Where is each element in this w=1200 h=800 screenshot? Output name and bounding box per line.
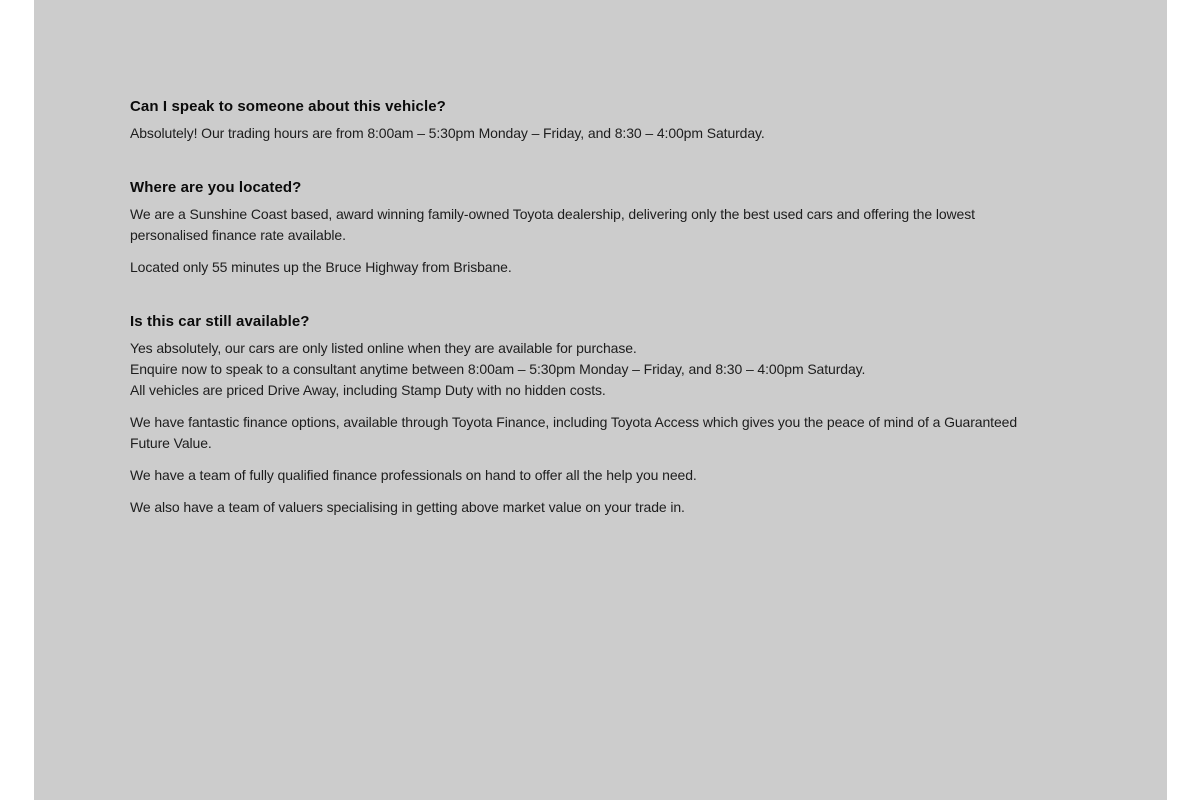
faq-answer-line: We also have a team of valuers specialising in getting above market value on your trade in. <box>130 499 685 515</box>
faq-answer-line: Future Value. <box>130 435 212 451</box>
faq-panel <box>34 0 1167 800</box>
faq-answer-line: We have fantastic finance options, available through Toyota Finance, including Toyota Access which gives you the peace of mind of a Guaranteed <box>130 414 1018 430</box>
faq-answer-line: All vehicles are priced Drive Away, including Stamp Duty with no hidden costs. <box>130 382 606 398</box>
faq-question: Where are you located? <box>130 179 302 196</box>
faq-answer-line: Located only 55 minutes up the Bruce Highway from Brisbane. <box>130 259 512 275</box>
faq-answer-line: We have a team of fully qualified finance professionals on hand to offer all the help you need. <box>130 467 697 483</box>
faq-answer-paragraph <box>130 412 1135 454</box>
faq-answer-paragraph <box>130 497 1135 518</box>
faq-answer-paragraph <box>130 465 1135 486</box>
faq-answer-line: We are a Sunshine Coast based, award winning family-owned Toyota dealership, delivering only the best used cars and offering the lowest <box>130 206 975 222</box>
faq-section-speak-to-someone <box>130 97 1135 144</box>
faq-question: Is this car still available? <box>130 313 310 330</box>
faq-answer-paragraph <box>130 204 1135 246</box>
faq-answer-line: Absolutely! Our trading hours are from 8:00am – 5:30pm Monday – Friday, and 8:30 – 4:00pm Saturday. <box>130 125 765 141</box>
faq-section-availability <box>130 312 1135 518</box>
faq-question: Can I speak to someone about this vehicle? <box>130 98 446 115</box>
faq-section-location <box>130 178 1135 278</box>
faq-answer-paragraph <box>130 123 1135 144</box>
faq-content <box>34 0 1167 518</box>
faq-answer-paragraph <box>130 257 1135 278</box>
faq-answer-paragraph <box>130 338 1135 401</box>
faq-answer-line: personalised finance rate available. <box>130 227 346 243</box>
faq-answer-line: Enquire now to speak to a consultant anytime between 8:00am – 5:30pm Monday – Friday, and 8:30 – 4:00pm Saturday. <box>130 361 866 377</box>
faq-answer-line: Yes absolutely, our cars are only listed online when they are available for purchase. <box>130 340 637 356</box>
